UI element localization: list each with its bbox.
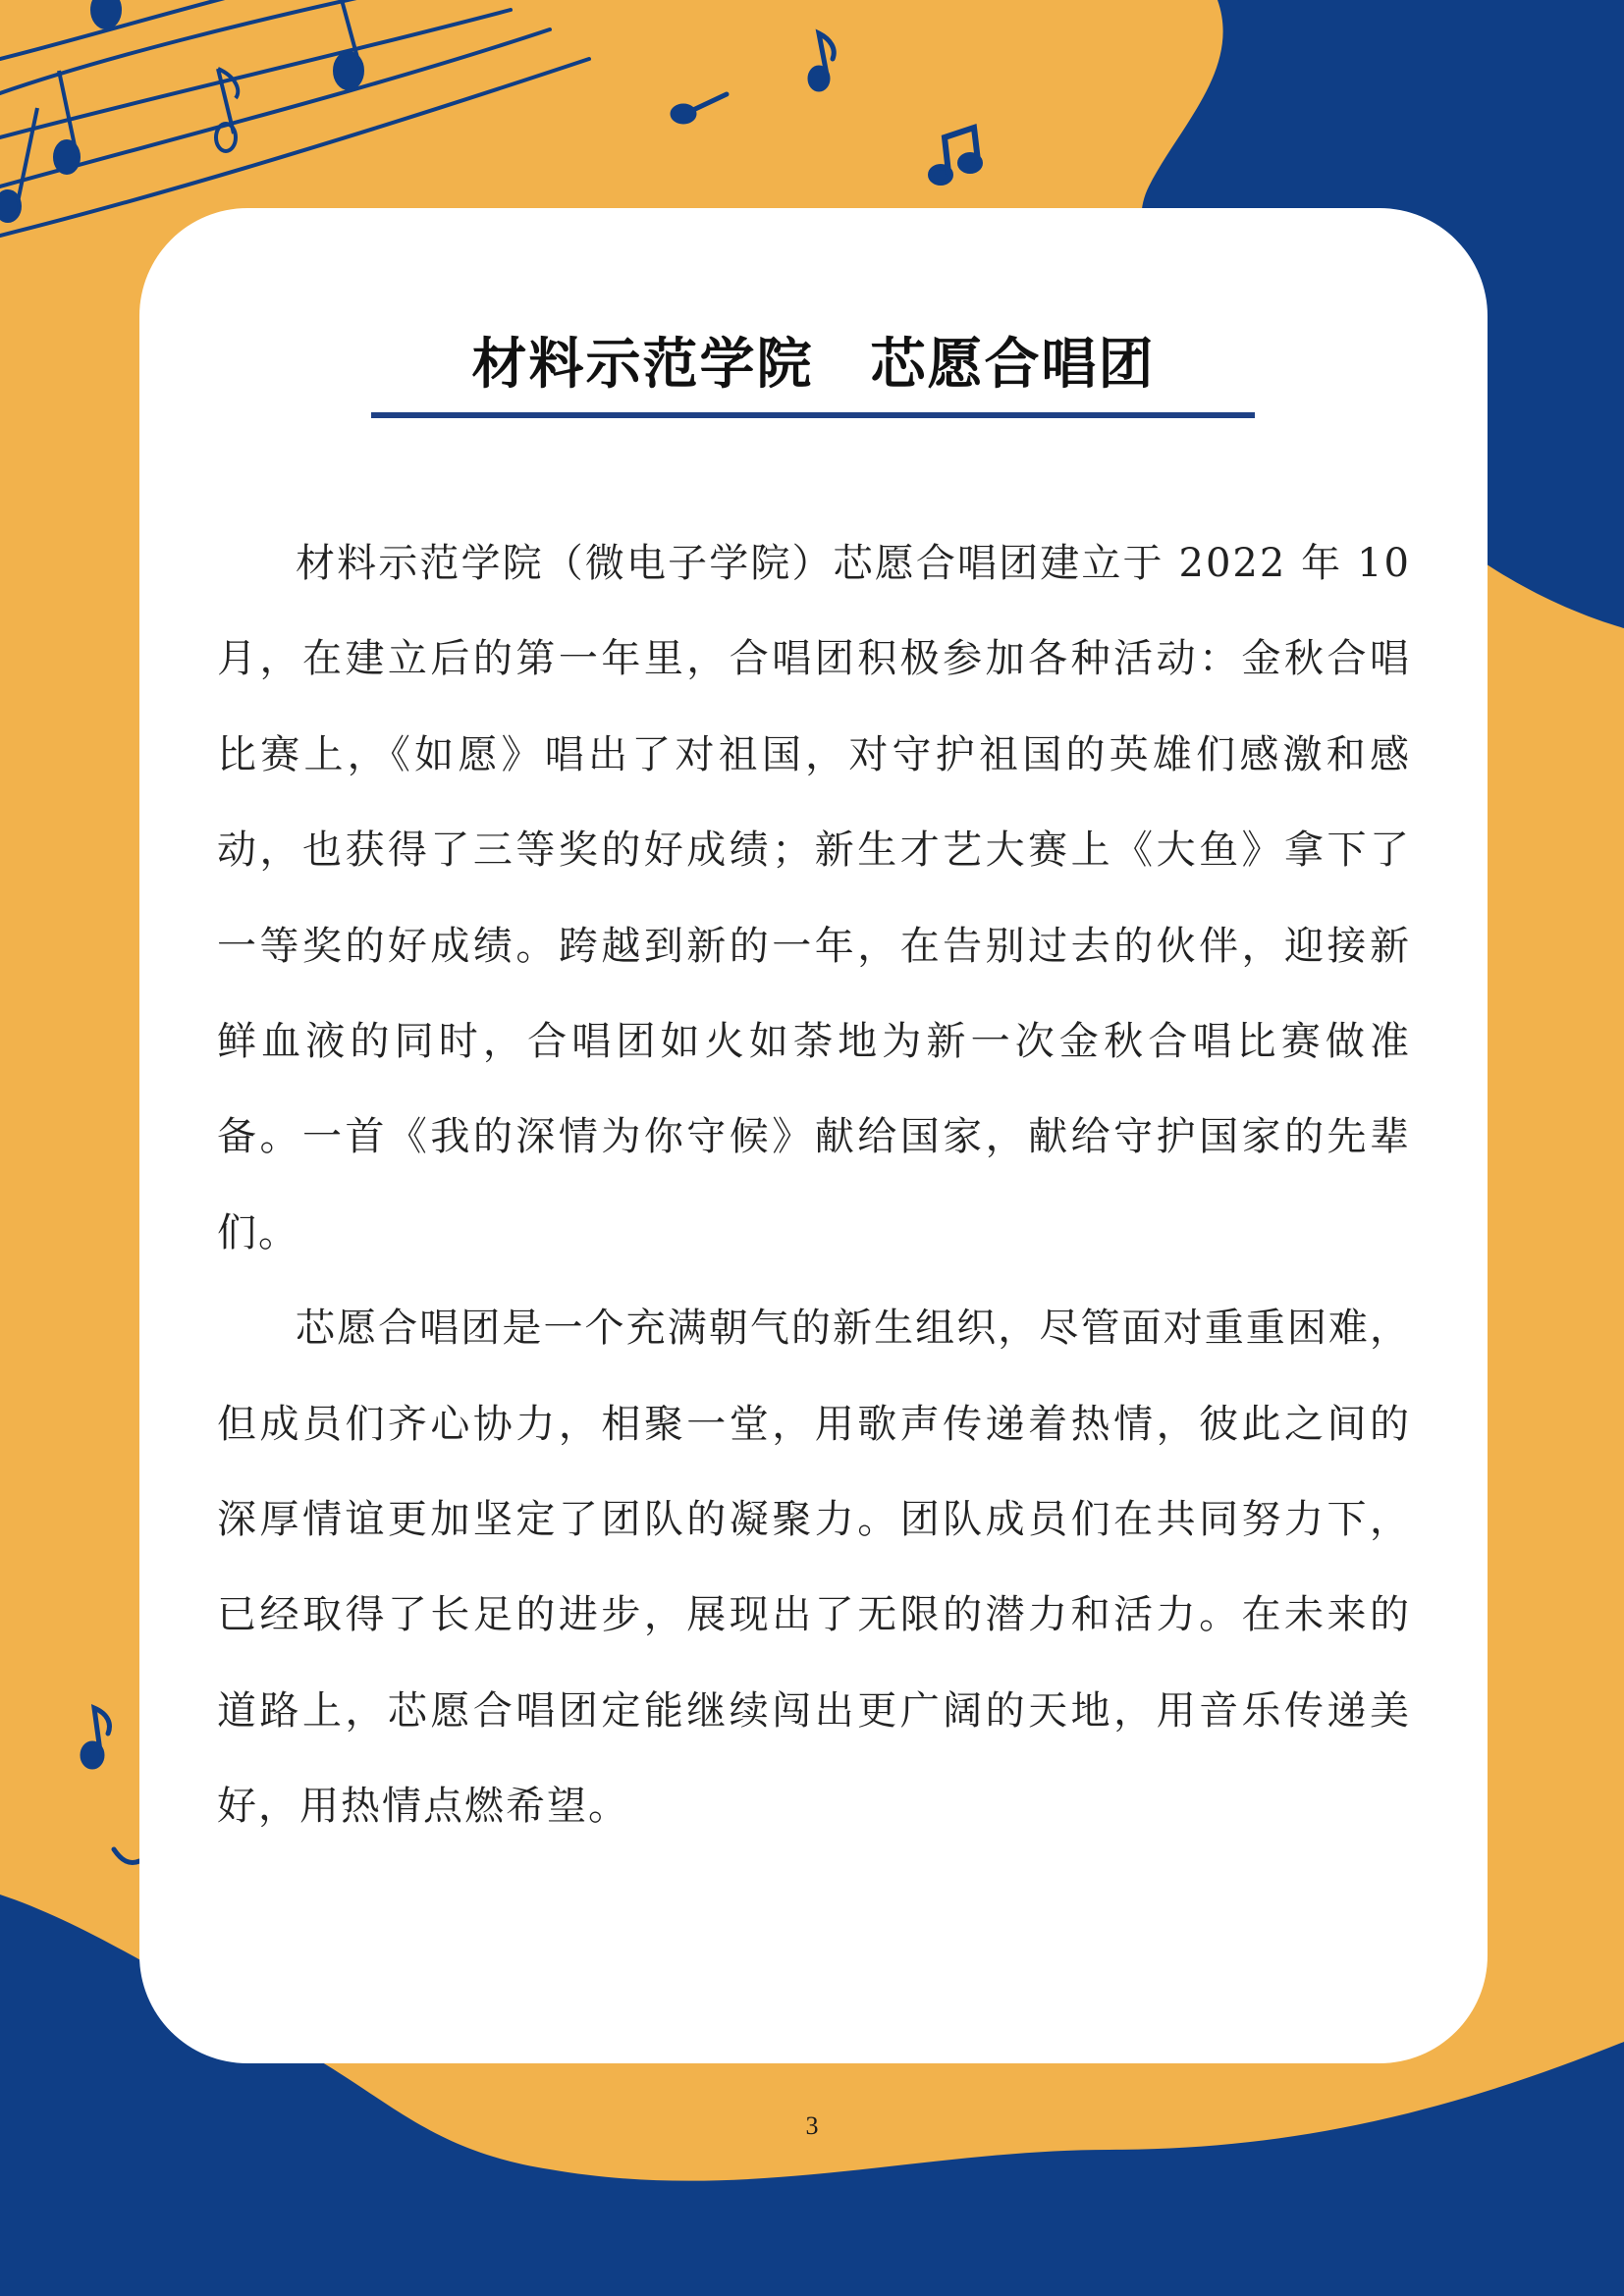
paragraph-2: 芯愿合唱团是一个充满朝气的新生组织，尽管面对重重困难，但成员们齐心协力，相聚一堂，用歌声传递着热情，彼此之间的深厚情谊更加坚定了团队的凝聚力。团队成员们在共同努力下，已经取得了长足的进步，展现出了无限的潜力和活力。在未来的道路上，芯愿合唱团定能继续闯出更广阔的天地，用音乐传递美好，用热情点燃希望。 [217, 1306, 1411, 1830]
article-body [217, 516, 1411, 1855]
page-title: 材料示范学院 芯愿合唱团 [471, 333, 1156, 397]
paragraph-1: 材料示范学院（微电子学院）芯愿合唱团建立于 2022 年 10 月，在建立后的第一年里，合唱团积极参加各种活动：金秋合唱比赛上，《如愿》唱出了对祖国，对守护祖国的英雄们感激和感动，也获得了三等奖的好成绩；新生才艺大赛上《大鱼》拿下了一等奖的好成绩。跨越到新的一年，在告别过去的伙伴，迎接新鲜血液的同时，合唱团如火如荼地为新一次金秋合唱比赛做准备。一首《我的深情为你守候》献给国家，献给守护国家的先辈们。 [217, 541, 1411, 1255]
title-underline [371, 412, 1255, 418]
content-card [139, 208, 1488, 2063]
page-number: 3 [805, 2111, 819, 2140]
